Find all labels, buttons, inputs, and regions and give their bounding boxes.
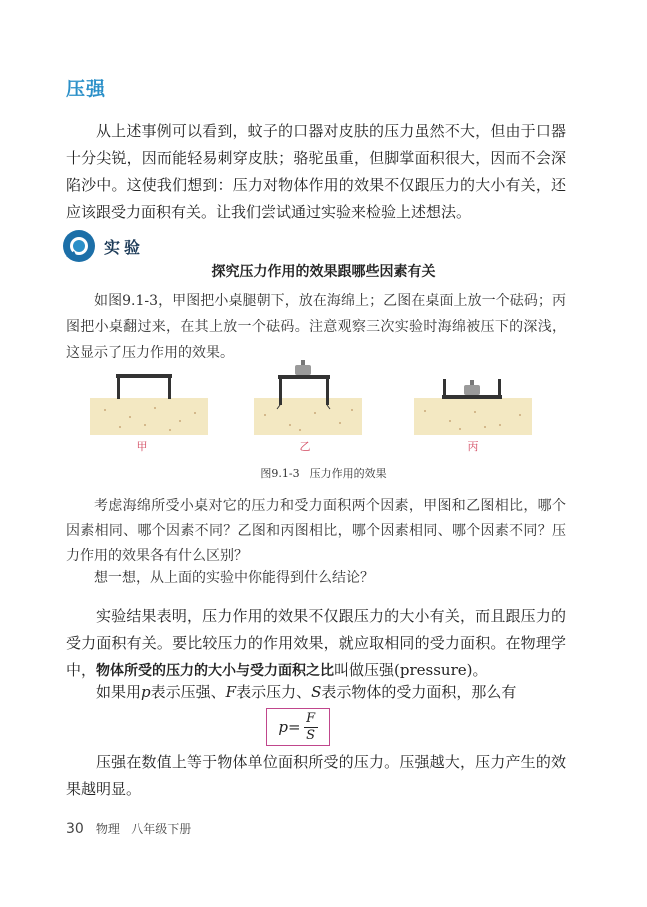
symbol-s: S <box>311 683 322 701</box>
experiment-title: 探究压力作用的效果跟哪些因素有关 <box>211 264 436 280</box>
label-yi: 乙 <box>299 440 311 453</box>
experiment-icon <box>62 229 96 263</box>
closing-paragraph: 压强在数值上等于物体单位面积所受的压力。压强越大，压力产生的效果越明显。 <box>66 753 566 798</box>
definition-suffix: 表示物体的受力面积，那么有 <box>321 683 517 701</box>
formula-denominator: S <box>306 727 316 743</box>
formula-numerator: F <box>306 710 316 726</box>
footer-subject: 物理 <box>95 822 120 836</box>
caption-number: 图9.1-3 <box>260 467 300 480</box>
experiment-header <box>62 228 144 264</box>
label-bing: 丙 <box>467 440 479 453</box>
definition-paragraph <box>66 679 566 706</box>
definition-prefix: 如果用 <box>96 683 142 701</box>
symbol-p: p <box>141 683 151 701</box>
section-heading: 压强 <box>66 78 107 100</box>
conclusion-text-1: 实验结果表明，压力作用的效果不仅跟压力的大小有关，而且跟压力的受力面积有关。要比较压力的作用效果，就应取相同的受力面积。在物理学中， <box>66 607 566 679</box>
formula-equals: = <box>288 718 301 736</box>
definition-mid-1: 表示压强、 <box>150 683 226 701</box>
figure-9-1-3 <box>80 355 570 460</box>
conclusion-bold-text: 物体所受的压力的大小与受力面积之比 <box>96 663 335 679</box>
question-paragraph-2: 想一想，从上面的实验中你能得到什么结论？ <box>94 570 374 586</box>
experiment-label: 实验 <box>104 237 145 257</box>
symbol-f: F <box>225 683 237 701</box>
intro-paragraph: 从上述事例可以看到，蚊子的口器对皮肤的压力虽然不大，但由于口器十分尖锐，因而能轻易刺穿皮肤；骆驼虽重，但脚掌面积很大，因而不会深陷沙中。这使我们想到：压力对物体作用的效果不仅跟压力的大小有关，还应该跟受力面积有关。让我们尝试通过实验来检验上述想法。 <box>66 122 566 221</box>
diagram-jia <box>90 374 208 453</box>
footer-grade: 八年级下册 <box>131 822 192 836</box>
diagram-bing <box>414 379 532 453</box>
definition-mid-2: 表示压力、 <box>236 683 312 701</box>
conclusion-paragraph <box>66 603 566 685</box>
conclusion-text-2: 叫做压强(pressure)。 <box>334 661 488 679</box>
question-paragraph-1: 考虑海绵所受小桌对它的压力和受力面积两个因素，甲图和乙图相比，哪个因素相同、哪个因素不同？乙图和丙图相比，哪个因素相同、哪个因素不同？压力作用的效果各有什么区别？ <box>66 498 566 564</box>
formula-lhs: p <box>278 718 289 736</box>
page-footer <box>66 820 191 837</box>
formula-fraction <box>304 712 318 743</box>
page-number: 30 <box>66 821 84 837</box>
caption-text: 压力作用的效果 <box>309 467 387 480</box>
figure-caption <box>0 465 647 481</box>
label-jia: 甲 <box>136 440 148 453</box>
diagram-yi <box>254 360 362 453</box>
experiment-text: 如图9.1-3，甲图把小桌腿朝下，放在海绵上；乙图在桌面上放一个砝码；丙图把小桌翻过来，在其上放一个砝码。注意观察三次实验时海绵被压下的深浅，这显示了压力作用的效果。 <box>66 293 566 361</box>
pressure-formula-box <box>266 708 330 746</box>
